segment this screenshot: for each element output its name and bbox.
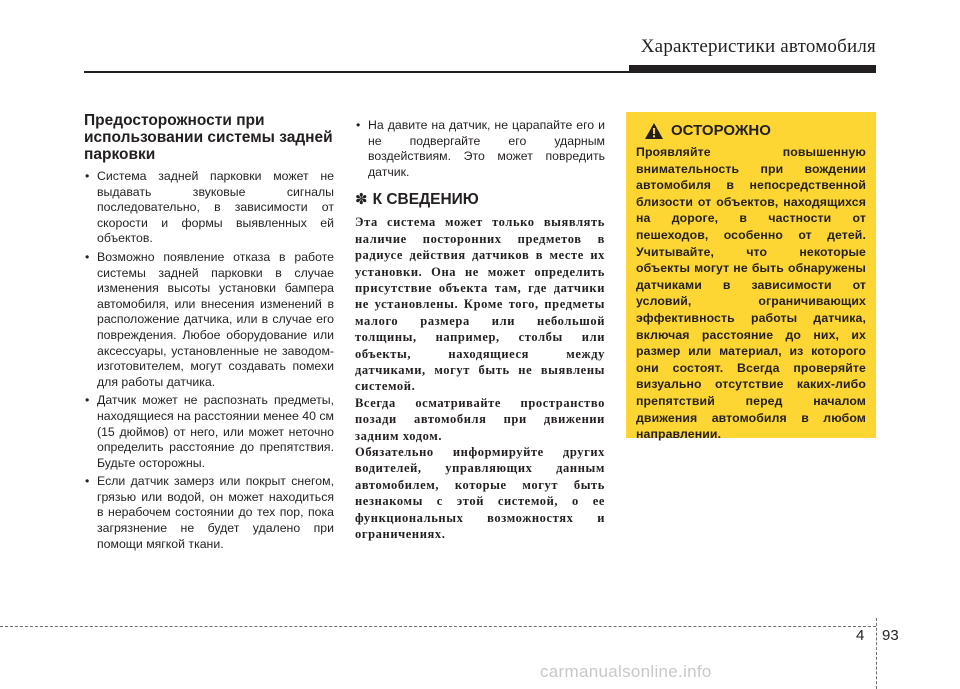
middle-column — [355, 118, 605, 543]
left-column — [84, 112, 334, 555]
precautions-list — [84, 169, 334, 552]
page-header-title: Характеристики автомобиля — [640, 36, 876, 57]
list-item: • Система задней парковки может не выдавать звуковые сигналы последовательно, в зависимости от скорости и формы выявленных ей объектов. — [84, 169, 334, 247]
warning-title — [644, 122, 866, 140]
section-heading: Предосторожности при использовании системы задней парковки — [84, 112, 333, 163]
warning-box — [626, 112, 876, 442]
footer-rule — [0, 626, 876, 627]
page-number: 93 — [882, 627, 899, 644]
notice-paragraph: Обязательно информируйте других водителей, управляющих данным автомобилем, которые могут быть незнакомы с этой системой, о ее функциональных возможностях и ограничениях. — [355, 445, 605, 542]
header-rule — [84, 71, 634, 73]
notice-paragraph: Всегда осматривайте пространство позади автомобиля при движении задним ходом. — [355, 395, 605, 443]
footer-divider — [876, 618, 877, 689]
notice-paragraph: Эта система может только выявлять наличие посторонних предметов в радиусе действия датчиков в месте их установки. Она не может определить присутствие объекта там, где датчики не установлены. Кроме того, предметы малого размера или небольшой толщины, например, столбы или объекты, находящиеся между датчиками, могут быть не выявлены системой. — [355, 215, 605, 394]
watermark: carmanualsonline.info — [540, 662, 712, 681]
notice-heading-label: К СВЕДЕНИЮ — [372, 191, 479, 209]
list-item: • На давите на датчик, не царапайте его и не подвергайте его ударным воздействиям. Это может повредить датчик. — [355, 118, 605, 180]
star-icon: ✽ — [355, 191, 368, 209]
notice-body — [355, 214, 605, 542]
precautions-list-continued — [355, 118, 605, 180]
notice-heading — [355, 190, 605, 210]
header-rule-accent — [629, 65, 876, 73]
warning-triangle-icon — [644, 122, 664, 140]
list-item: • Если датчик замерз или покрыт снегом, грязью или водой, он может находиться в нерабочем состоянии до тех пор, пока загрязнение не будет удалено при помощи мягкой ткани. — [84, 474, 334, 552]
list-item: • Датчик может не распознать предметы, находящиеся на расстоянии менее 40 см (15 дюймов) от него, или может неточно определить расстояние до препятствия. Будьте осторожны. — [84, 393, 334, 471]
warning-text: Проявляйте повышенную внимательность при вождении автомобиля в непосредственной близости от объектов, находящихся на дороге, в частности от пешеходов, особенно от детей. Учитывайте, что некоторые объекты могут не быть обнаружены датчиками в зависимости от условий, ограничивающих эффективность работы датчика, включая расстояние до них, их размер или материал, из которого они состоят. Всегда проверяйте визуально отсутствие каких-либо препятствий перед началом движения автомобиля в любом направлении. — [636, 145, 866, 442]
list-item: • Возможно появление отказа в работе системы задней парковки в случае изменения высоты установки бампера автомобиля, или внесения изменений в расположение датчика, или в случае его повреждения. Любое оборудование или аксессуары, установленные не заводом-изготовителем, могут создавать помехи для работы датчика. — [84, 250, 334, 390]
warning-title-label: ОСТОРОЖНО — [671, 122, 771, 139]
chapter-number: 4 — [856, 627, 865, 644]
